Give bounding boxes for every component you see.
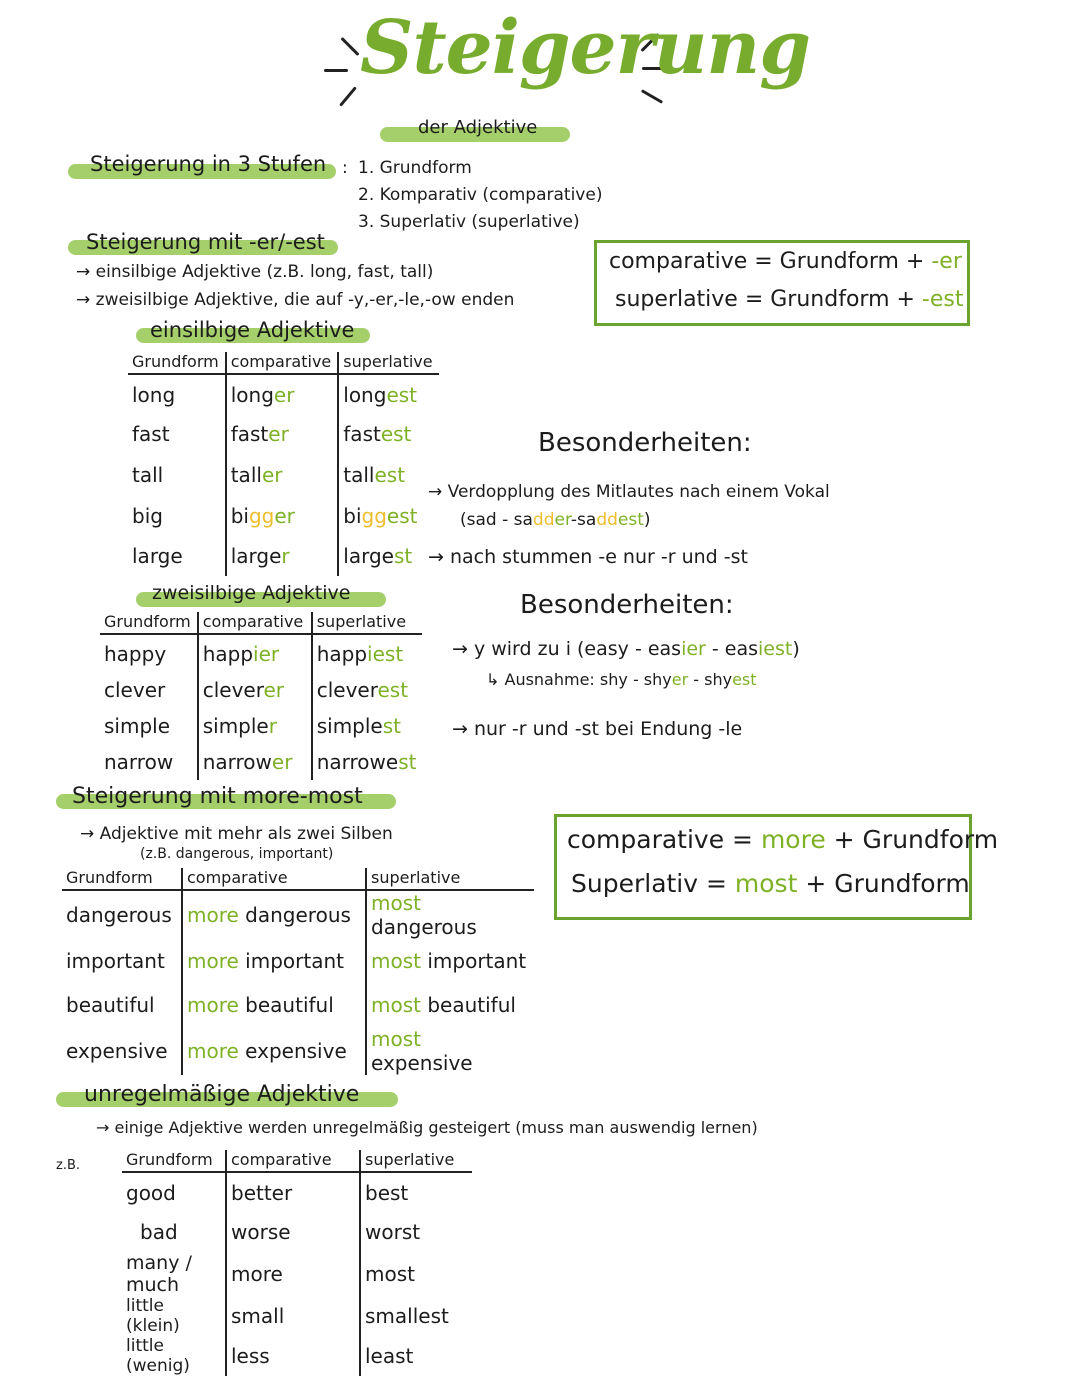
besonderheiten-1-note-2: → nach stummen -e nur -r und -st — [428, 546, 748, 568]
er-est-heading: Steigerung mit -er/-est — [86, 230, 325, 254]
grundform-cell: narrow — [104, 750, 174, 774]
table-row — [62, 983, 534, 1027]
einsilbig-header-grundform: Grundform — [128, 352, 226, 374]
stufen-colon: : — [342, 158, 348, 178]
besonderheiten-2-exception: ↳ Ausnahme: shy - shyer - shyest — [486, 670, 757, 689]
table-row — [128, 496, 439, 536]
zweisilbig-heading: zweisilbige Adjektive — [152, 582, 351, 604]
besonderheiten-2-note-2: → nur -r und -st bei Endung -le — [452, 718, 743, 740]
grundform-cell: beautiful — [66, 993, 155, 1017]
table-row — [62, 890, 534, 939]
rule-box-more-most — [554, 814, 999, 920]
grundform-cell: expensive — [66, 1039, 168, 1063]
rule-comparative-line — [609, 249, 962, 274]
stufen-heading: Steigerung in 3 Stufen — [90, 152, 327, 176]
more-most-example: (z.B. dangerous, important) — [140, 846, 334, 862]
grundform-cell: happy — [104, 641, 167, 666]
superlative-cell: most expensive — [366, 1027, 534, 1075]
comparative-cell: less — [226, 1336, 360, 1376]
einsilbig-table — [128, 352, 439, 576]
einsilbig-heading: einsilbige Adjektive — [150, 318, 355, 342]
comparative-cell: happier — [198, 634, 312, 672]
page-title: Steigerung — [360, 5, 810, 91]
grundform-cell: important — [66, 949, 165, 973]
sparkle-right-bottom — [641, 89, 663, 104]
table-row — [122, 1296, 472, 1336]
comparative-cell: narrower — [198, 744, 312, 780]
table-row — [100, 672, 422, 708]
grundform-cell: little (wenig) — [126, 1336, 190, 1376]
superlative-cell: least — [360, 1336, 472, 1376]
grundform-cell: large — [132, 544, 183, 568]
table-row — [122, 1212, 472, 1252]
rule-comparative-suffix: -er — [931, 249, 962, 274]
besonderheiten-2-note-1: → y wird zu i (easy - easier - easiest) — [452, 638, 800, 660]
page-subtitle: der Adjektive — [418, 117, 538, 138]
comparative-cell: larger — [226, 536, 339, 576]
more-most-heading: Steigerung mit more-most — [72, 784, 363, 809]
rule-superlative-suffix: -est — [921, 287, 964, 312]
sparkle-left-bottom — [339, 86, 357, 106]
grundform-cell: fast — [132, 422, 170, 446]
table-row — [62, 939, 534, 983]
superlative-cell: most beautiful — [366, 983, 534, 1027]
grundform-cell: simple — [104, 714, 171, 738]
rule-box-er-est — [594, 240, 970, 326]
superlative-cell: simplest — [312, 708, 423, 744]
superlative-cell: biggest — [338, 496, 438, 536]
grundform-cell: bad — [140, 1220, 178, 1244]
zweisilbig-header-superlative: superlative — [312, 612, 423, 634]
superlative-cell: narrowest — [312, 744, 423, 780]
comparative-cell: more — [226, 1252, 360, 1296]
rule-superlative-text: superlative = Grundform + — [615, 287, 922, 312]
zweisilbig-header-comparative: comparative — [198, 612, 312, 634]
stufen-item-2: 2. Komparativ (comparative) — [358, 185, 603, 205]
grundform-cell: little (klein) — [126, 1296, 180, 1336]
grundform-cell: dangerous — [66, 903, 172, 927]
irregular-bullet: → einige Adjektive werden unregelmäßig gesteigert (muss man auswendig lernen) — [96, 1118, 758, 1137]
superlative-cell: tallest — [338, 454, 438, 496]
more-most-header-comparative: comparative — [182, 868, 366, 890]
grundform-cell: tall — [132, 463, 164, 487]
table-row — [100, 744, 422, 780]
besonderheiten-2-heading: Besonderheiten: — [520, 590, 734, 620]
rule-comparative-text: comparative = Grundform + — [609, 249, 932, 274]
grundform-cell: clever — [104, 678, 166, 702]
table-row — [128, 374, 439, 414]
zweisilbig-header-grundform: Grundform — [100, 612, 198, 634]
table-row — [122, 1172, 472, 1212]
rule-most-line: Superlativ = most + Grundform — [571, 869, 970, 898]
sparkle-left-top — [340, 37, 359, 56]
comparative-cell: cleverer — [198, 672, 312, 708]
superlative-cell: worst — [360, 1212, 472, 1252]
zweisilbig-table — [100, 612, 422, 780]
irregular-heading: unregelmäßige Adjektive — [84, 1082, 360, 1107]
einsilbig-header-comparative: comparative — [226, 352, 339, 374]
table-row — [122, 1336, 472, 1376]
stufen-item-1: 1. Grundform — [358, 158, 472, 178]
grundform-cell: good — [126, 1180, 176, 1205]
table-row — [128, 454, 439, 496]
superlative-cell: best — [360, 1172, 472, 1212]
comparative-cell: faster — [226, 414, 339, 454]
comparative-cell: better — [226, 1172, 360, 1212]
besonderheiten-1-example: (sad - sadder-saddest) — [460, 510, 651, 530]
superlative-cell: happiest — [312, 634, 423, 672]
grundform-cell: big — [132, 504, 163, 528]
comparative-cell: worse — [226, 1212, 360, 1252]
comparative-cell: small — [226, 1296, 360, 1336]
superlative-cell: largest — [338, 536, 438, 576]
comparative-cell: more expensive — [182, 1027, 366, 1075]
table-row — [128, 536, 439, 576]
table-row — [62, 1027, 534, 1075]
more-most-header-superlative: superlative — [366, 868, 534, 890]
grundform-cell: many / much — [126, 1252, 192, 1296]
table-row — [100, 634, 422, 672]
irregular-table — [122, 1150, 472, 1376]
einsilbig-header-superlative: superlative — [338, 352, 438, 374]
besonderheiten-1-note-1: → Verdopplung des Mitlautes nach einem Vokal — [428, 482, 830, 502]
comparative-cell: more important — [182, 939, 366, 983]
superlative-cell: most important — [366, 939, 534, 983]
table-row — [122, 1252, 472, 1296]
irregular-header-comparative: comparative — [226, 1150, 360, 1172]
irregular-zb: z.B. — [56, 1158, 81, 1173]
grundform-cell: long — [132, 382, 176, 407]
superlative-cell: smallest — [360, 1296, 472, 1336]
superlative-cell: cleverest — [312, 672, 423, 708]
title-block — [320, 5, 810, 155]
table-row — [100, 708, 422, 744]
more-most-table — [62, 868, 534, 1075]
stufen-item-3: 3. Superlativ (superlative) — [358, 212, 580, 232]
table-row — [128, 414, 439, 454]
rule-superlative-line — [615, 287, 963, 312]
superlative-cell: most dangerous — [366, 890, 534, 939]
superlative-cell: fastest — [338, 414, 438, 454]
comparative-cell: simpler — [198, 708, 312, 744]
comparative-cell: taller — [226, 454, 339, 496]
more-most-header-grundform: Grundform — [62, 868, 182, 890]
comparative-cell: bigger — [226, 496, 339, 536]
comparative-cell: longer — [226, 374, 339, 414]
rule-more-line: comparative = more + Grundform — [567, 825, 999, 854]
irregular-header-grundform: Grundform — [122, 1150, 226, 1172]
er-est-bullet-2: → zweisilbige Adjektive, die auf -y,-er,-le,-ow enden — [76, 290, 515, 310]
more-most-bullet: → Adjektive mit mehr als zwei Silben — [80, 824, 393, 844]
superlative-cell: longest — [338, 374, 438, 414]
sparkle-left-mid — [324, 69, 348, 72]
besonderheiten-1-heading: Besonderheiten: — [538, 428, 752, 458]
superlative-cell: most — [360, 1252, 472, 1296]
er-est-bullet-1: → einsilbige Adjektive (z.B. long, fast, tall) — [76, 262, 434, 282]
comparative-cell: more beautiful — [182, 983, 366, 1027]
irregular-header-superlative: superlative — [360, 1150, 472, 1172]
comparative-cell: more dangerous — [182, 890, 366, 939]
